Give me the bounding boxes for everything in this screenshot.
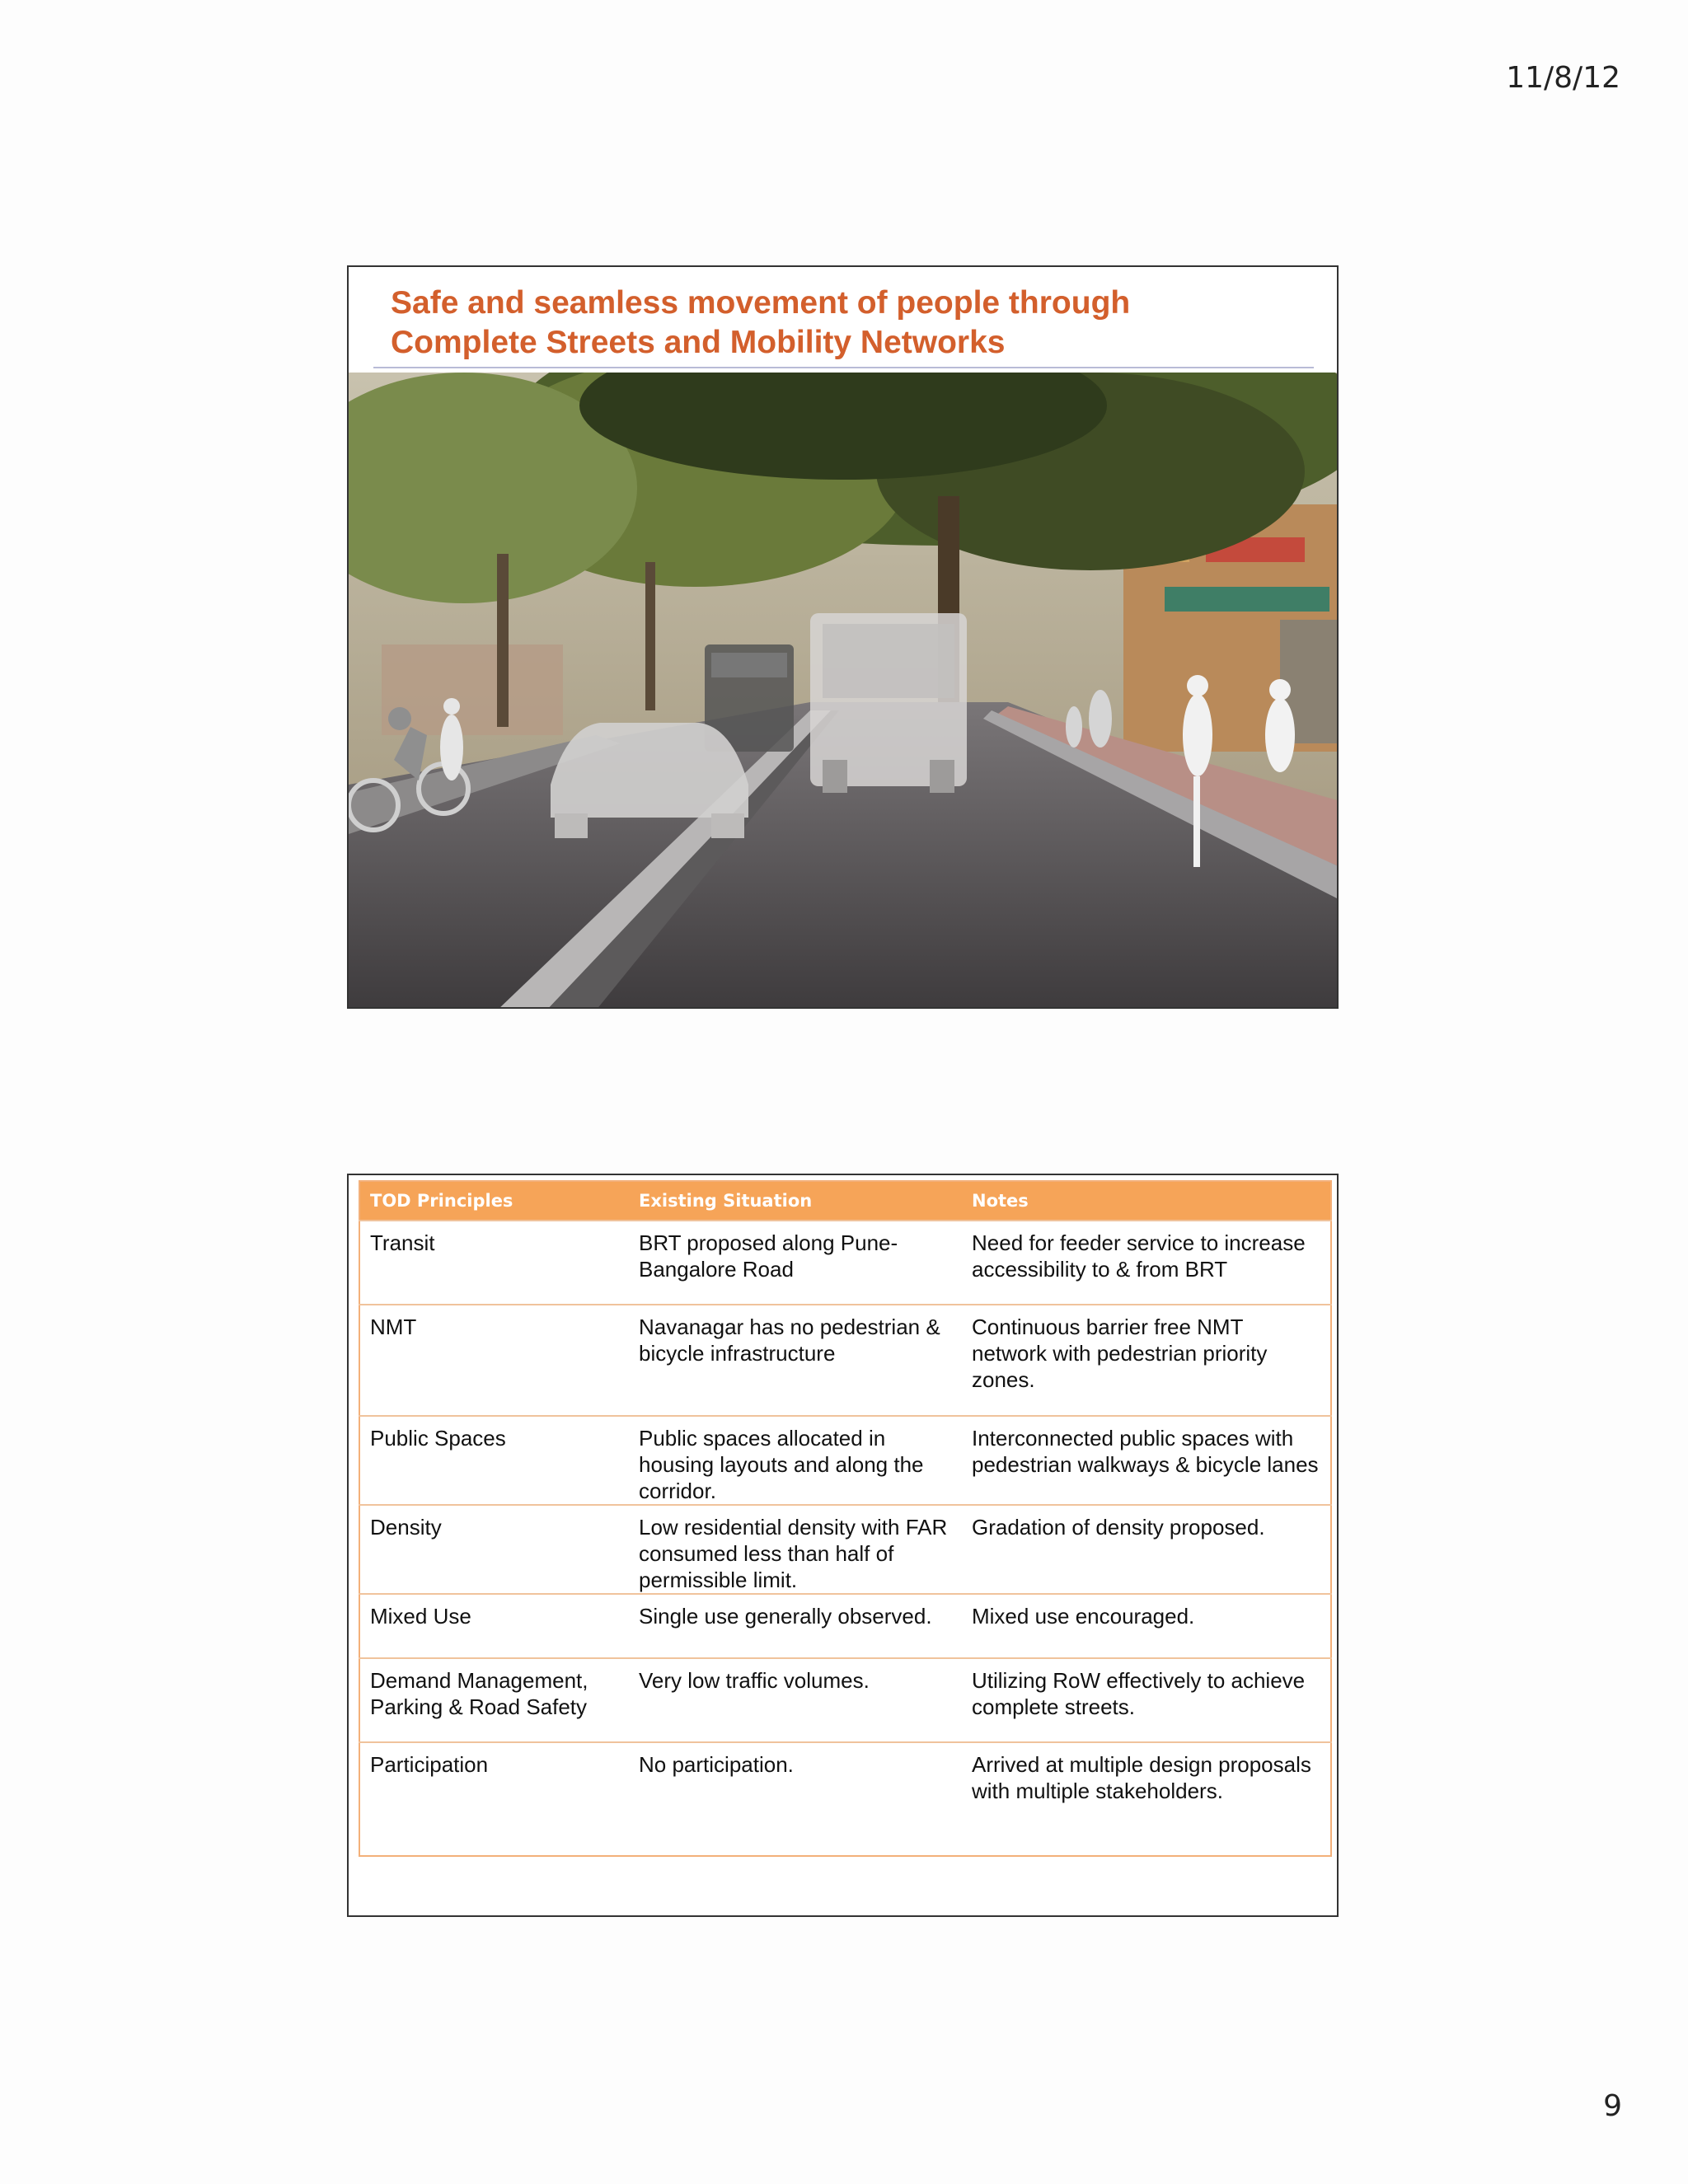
slide-title xyxy=(391,284,1297,363)
column-header-tod-principles: TOD Principles xyxy=(359,1181,629,1221)
table-cell: Transit xyxy=(359,1221,629,1305)
column-header-existing-situation: Existing Situation xyxy=(629,1181,962,1221)
slide-title-line-1: Safe and seamless movement of people through xyxy=(391,285,1131,321)
table-row xyxy=(359,1594,1331,1658)
table-cell: Utilizing RoW effectively to achieve complete streets. xyxy=(962,1658,1331,1742)
slide-date: 11/8/12 xyxy=(1506,61,1620,95)
table-row xyxy=(359,1505,1331,1594)
tod-principles-table xyxy=(359,1180,1332,1857)
slide-streets xyxy=(347,265,1339,1009)
slide-tod-table xyxy=(347,1174,1339,1917)
table-cell: Continuous barrier free NMT network with pedestrian priority zones. xyxy=(962,1305,1331,1416)
table-cell: Gradation of density proposed. xyxy=(962,1505,1331,1594)
table-cell: Single use generally observed. xyxy=(629,1594,962,1658)
table-cell: BRT proposed along Pune-Bangalore Road xyxy=(629,1221,962,1305)
table-cell: Public spaces allocated in housing layouts and along the corridor. xyxy=(629,1416,962,1505)
table-cell: Very low traffic volumes. xyxy=(629,1658,962,1742)
table-cell: Density xyxy=(359,1505,629,1594)
table-cell: No participation. xyxy=(629,1742,962,1856)
table-cell: Public Spaces xyxy=(359,1416,629,1505)
table-cell: Arrived at multiple design proposals with multiple stakeholders. xyxy=(962,1742,1331,1856)
table-cell: Participation xyxy=(359,1742,629,1856)
table-cell: Navanagar has no pedestrian & bicycle infrastructure xyxy=(629,1305,962,1416)
table-row xyxy=(359,1305,1331,1416)
column-header-notes: Notes xyxy=(962,1181,1331,1221)
table-header-row xyxy=(359,1181,1331,1221)
table-cell: Demand Management, Parking & Road Safety xyxy=(359,1658,629,1742)
slide-title-line-2: Complete Streets and Mobility Networks xyxy=(391,325,1006,360)
street-rendering-image xyxy=(349,373,1339,1009)
table-row xyxy=(359,1416,1331,1505)
table-cell: NMT xyxy=(359,1305,629,1416)
table-row xyxy=(359,1658,1331,1742)
table-row xyxy=(359,1742,1331,1856)
table-cell: Mixed Use xyxy=(359,1594,629,1658)
table-cell: Interconnected public spaces with pedestrian walkways & bicycle lanes xyxy=(962,1416,1331,1505)
title-divider xyxy=(373,367,1314,368)
table-cell: Low residential density with FAR consumed less than half of permissible limit. xyxy=(629,1505,962,1594)
table-cell: Need for feeder service to increase accessibility to & from BRT xyxy=(962,1221,1331,1305)
page-number: 9 xyxy=(1603,2089,1622,2123)
table-row xyxy=(359,1221,1331,1305)
table-cell: Mixed use encouraged. xyxy=(962,1594,1331,1658)
